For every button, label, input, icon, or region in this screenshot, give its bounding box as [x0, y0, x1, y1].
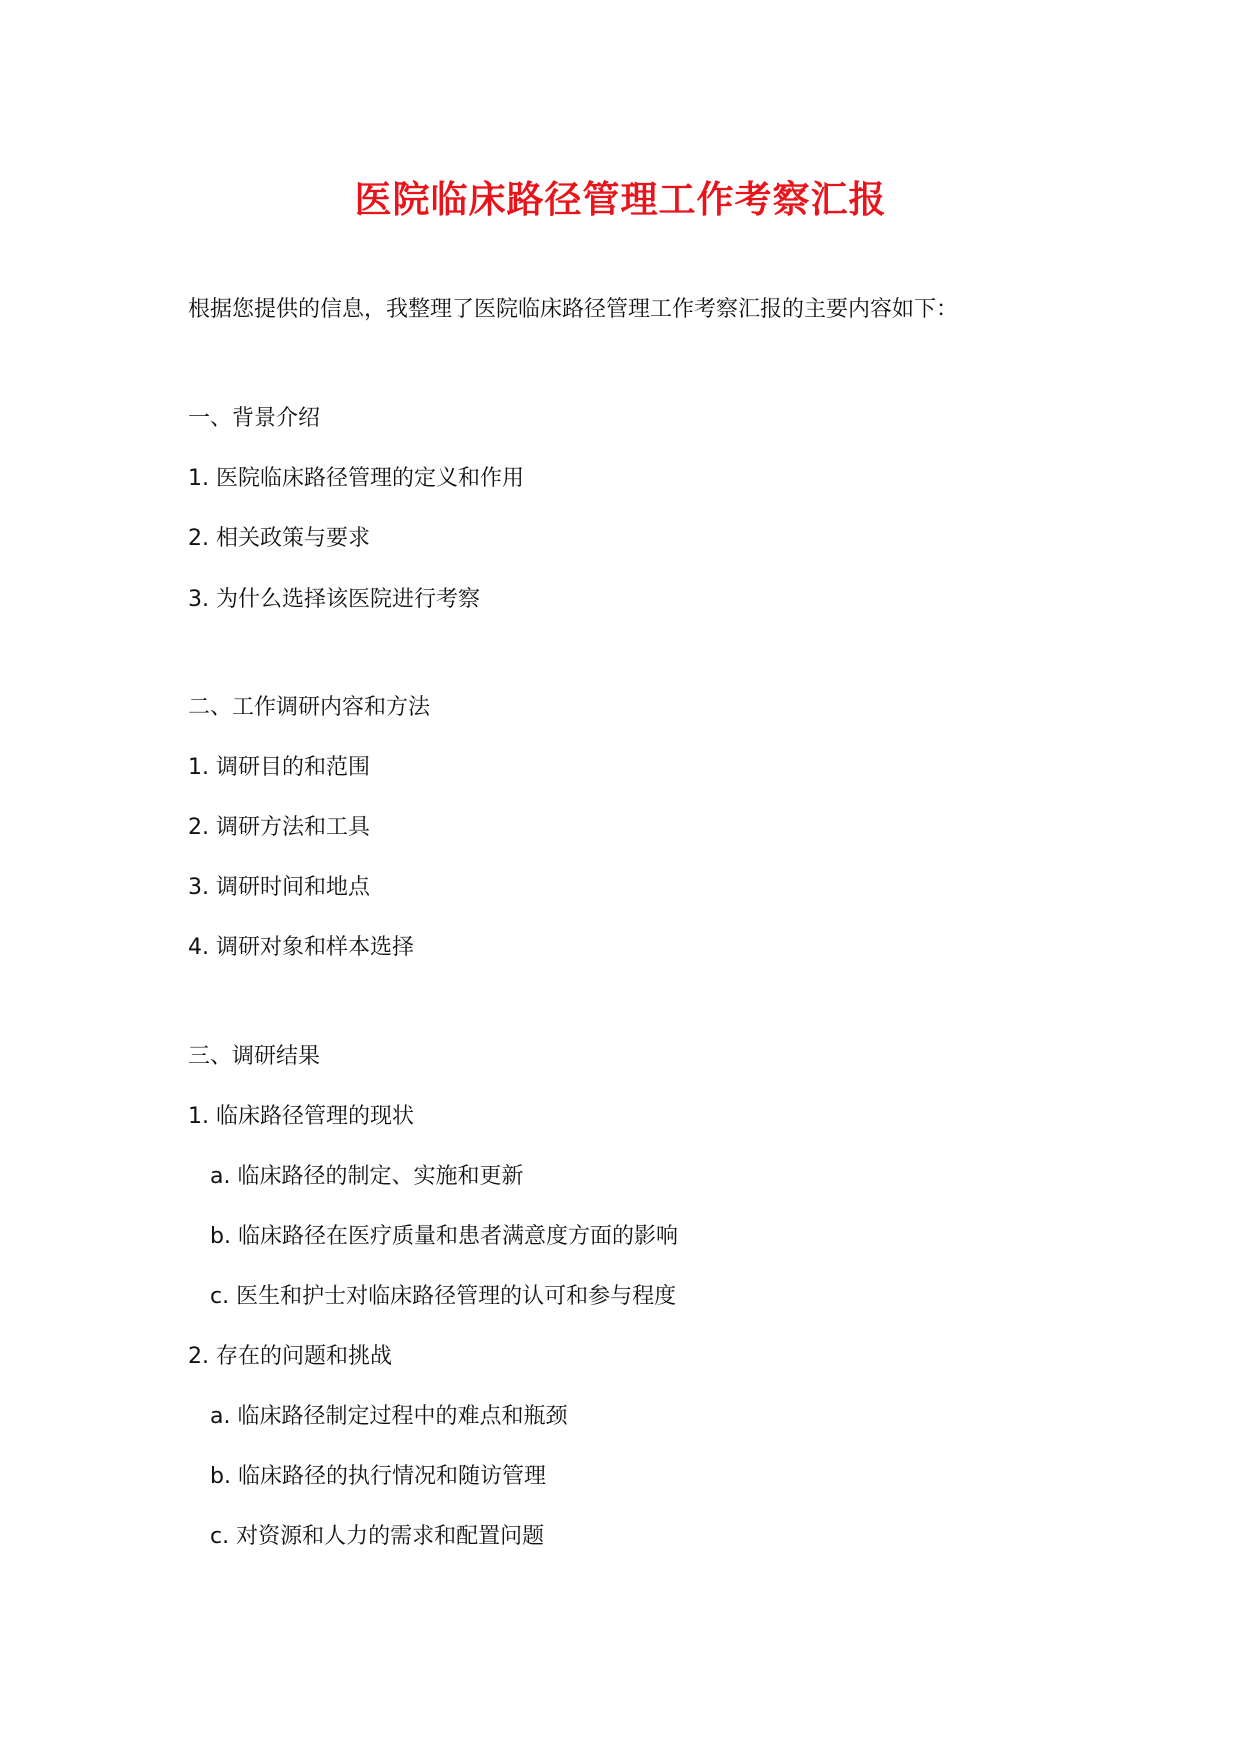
list-item: 4. 调研对象和样本选择 [188, 935, 414, 960]
sub-list-item: c. 医生和护士对临床路径管理的认可和参与程度 [210, 1284, 677, 1309]
intro-paragraph: 根据您提供的信息，我整理了医院临床路径管理工作考察汇报的主要内容如下： [188, 297, 959, 322]
list-item: 2. 相关政策与要求 [188, 526, 370, 551]
document-title: 医院临床路径管理工作考察汇报 [354, 178, 887, 221]
sub-list-item: b. 临床路径的执行情况和随访管理 [210, 1464, 546, 1489]
list-item: 2. 存在的问题和挑战 [188, 1344, 392, 1369]
section-heading-results: 三、调研结果 [188, 1044, 321, 1069]
sub-list-item: a. 临床路径的制定、实施和更新 [210, 1164, 524, 1189]
list-item: 3. 为什么选择该医院进行考察 [188, 587, 480, 612]
sub-list-item: b. 临床路径在医疗质量和患者满意度方面的影响 [210, 1224, 678, 1249]
list-item: 1. 调研目的和范围 [188, 755, 370, 780]
list-item: 1. 医院临床路径管理的定义和作用 [188, 466, 524, 491]
sub-list-item: c. 对资源和人力的需求和配置问题 [210, 1524, 545, 1549]
section-heading-research-methods: 二、工作调研内容和方法 [188, 695, 431, 720]
list-item: 2. 调研方法和工具 [188, 815, 370, 840]
list-item: 1. 临床路径管理的现状 [188, 1104, 414, 1129]
list-item: 3. 调研时间和地点 [188, 875, 370, 900]
section-heading-background: 一、背景介绍 [188, 406, 321, 431]
sub-list-item: a. 临床路径制定过程中的难点和瓶颈 [210, 1404, 568, 1429]
